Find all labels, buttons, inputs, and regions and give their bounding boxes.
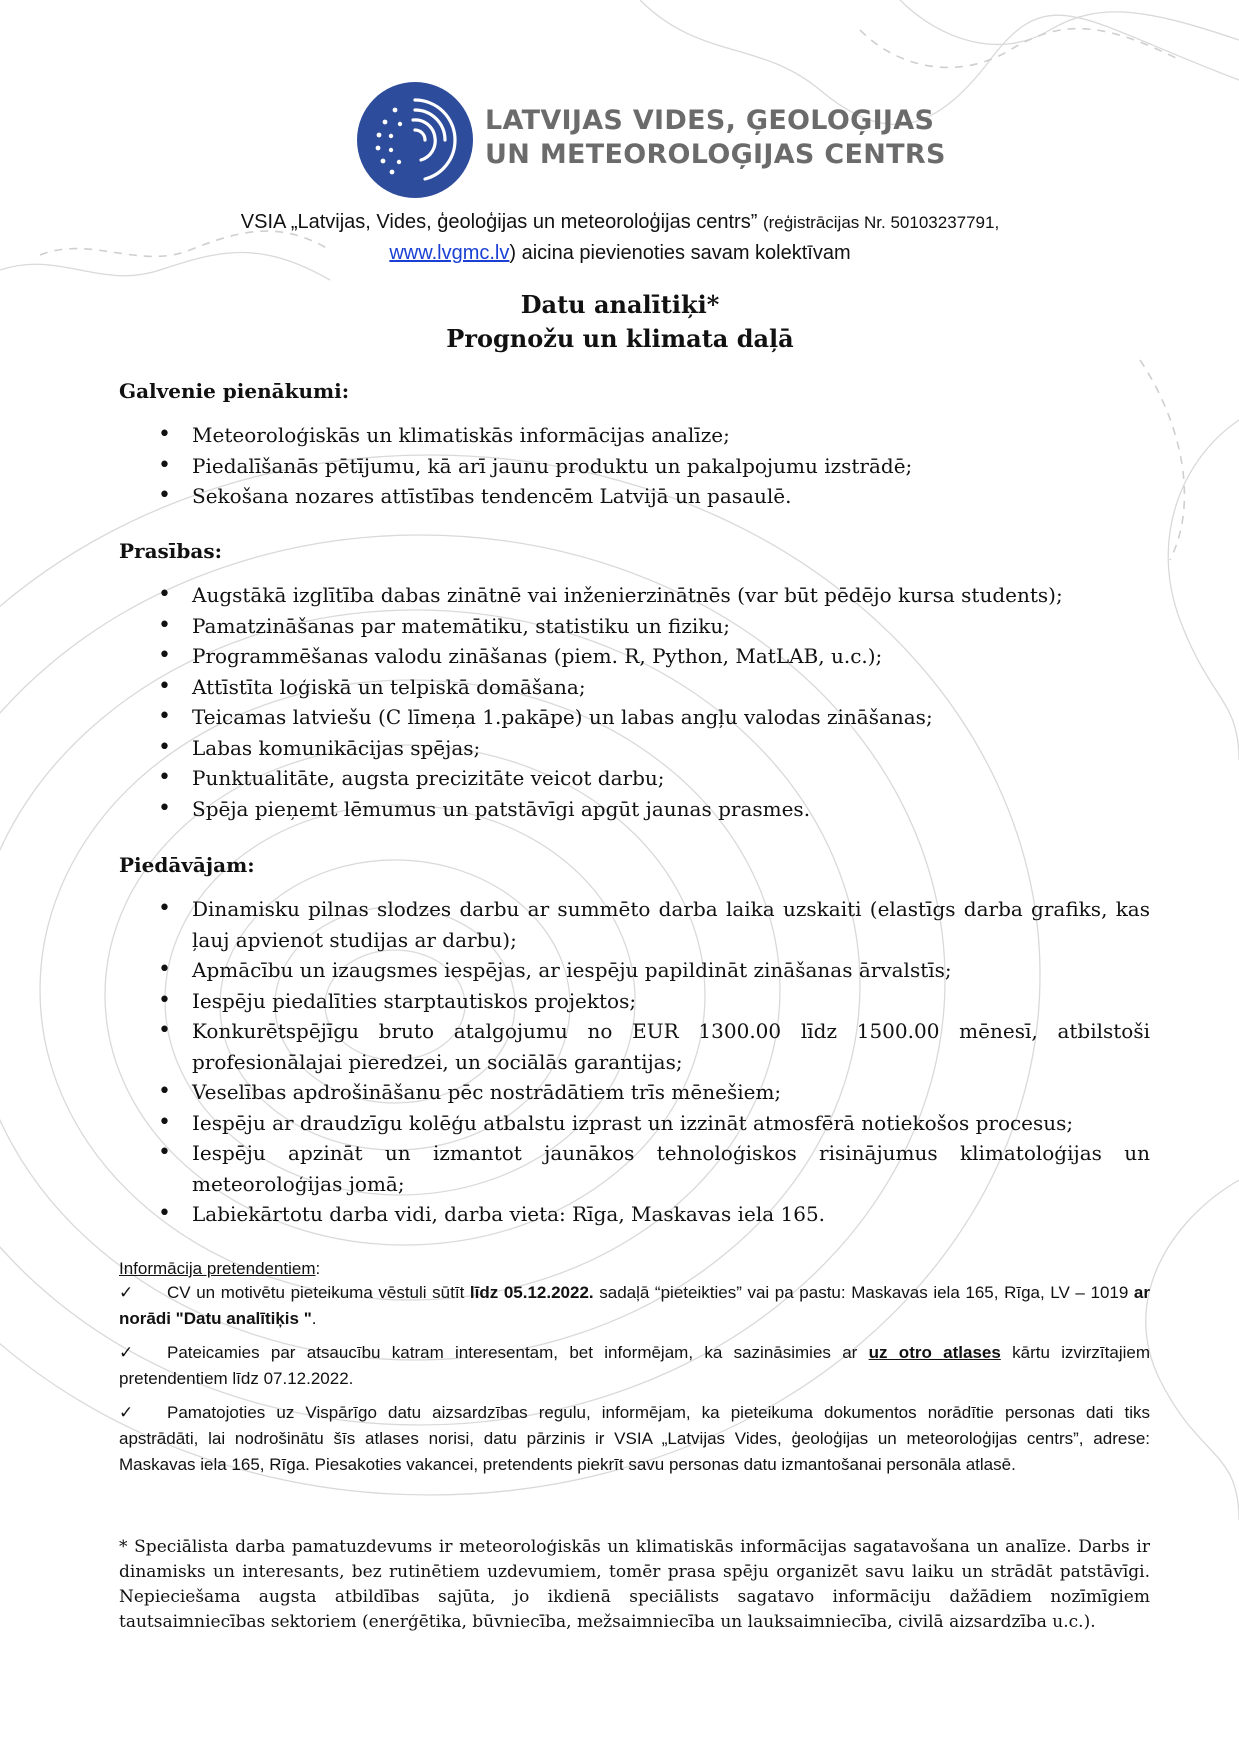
list-item: • Teicamas latviešu (C līmeņa 1.pakāpe) un labas angļu valodas zināšanas;: [0, 702, 1150, 733]
lvgmc-logo: [355, 80, 946, 200]
list-item: • Iespēju apzināt un izmantot jaunākos tehnoloģiskos risinājumus klimatoloģijas un meteoroloģijas jomā;: [0, 1138, 1150, 1199]
info-text: Pateicamies par atsaucību katram interesentam, bet informējam, ka sazināsimies ar: [167, 1343, 869, 1362]
footnote: * Speciālista darba pamatuzdevums ir meteoroloģiskās un klimatiskās informācijas sagatavošana un analīze. Darbs ir dinamisks un interesants, bez rutinētiem uzdevumiem, tomēr prasa spēju organizēt savu laiku un strādāt patstāvīgi. Nepieciešama augsta atbildības sajūta, jo ikdienā speciālists sagatavo informāciju dažādiem nozīmīgiem tautsaimniecības sektoriem (enerģētika, būvniecība, mežsaimniecība un lauksaimniecība, civilā aizsardzība u.c.).: [119, 1537, 1150, 1632]
website-link[interactable]: www.lvgmc.lv: [389, 242, 510, 264]
application-instructions: [119, 1280, 1150, 1332]
offer-list: [0, 894, 1150, 1230]
lvgmc-logo-wordmark: [485, 104, 946, 172]
checkmark-icon: ✓: [119, 1343, 134, 1363]
info-text: kārtu izvirzītajiem pretendentiem līdz 07.12.2022.: [119, 1343, 1150, 1388]
registration-number: (reģistrācijas Nr. 50103237791,: [762, 213, 1000, 232]
list-item: • Labiekārtotu darba vidi, darba vieta: Rīga, Maskavas iela 165.: [0, 1199, 1150, 1230]
logo-line-1: LATVIJAS VIDES, ĢEOLOĢIJAS: [485, 105, 935, 136]
checkmark-icon: ✓: [119, 1283, 134, 1303]
list-item: • Dinamisku pilnas slodzes darbu ar summēto darba laika uzskaiti (elastīgs darba grafiks, kas ļauj apvienot studijas ar darbu);: [0, 894, 1150, 955]
data-protection-notice: [119, 1400, 1150, 1478]
list-item: • Apmācību un izaugsmes iespējas, ar iespēju papildināt zināšanas ārvalstīs;: [0, 955, 1150, 986]
second-round-emphasis: uz otro atlases: [868, 1343, 1001, 1362]
list-item: • Augstākā izglītība dabas zinātnē vai inženierzinātnēs (var būt pēdējo kursa students);: [0, 580, 1150, 611]
intro-invitation: ) aicina pievienoties savam kolektīvam: [509, 242, 851, 264]
info-text: CV un motivētu pieteikuma vēstuli sūtīt: [167, 1283, 470, 1302]
checkmark-icon: ✓: [119, 1403, 134, 1423]
info-text: .: [311, 1309, 317, 1328]
list-item: • Spēja pieņemt lēmumus un patstāvīgi apgūt jaunas prasmes.: [0, 794, 1150, 825]
list-item: • Labas komunikācijas spējas;: [0, 733, 1150, 764]
list-item: • Meteoroloģiskās un klimatiskās informācijas analīze;: [0, 420, 1150, 451]
offer-heading: Piedāvājam:: [119, 853, 255, 877]
lvgmc-logo-icon: [355, 80, 475, 200]
organization-name: VSIA „Latvijas, Vides, ģeoloģijas un meteoroloģijas centrs”: [240, 211, 758, 233]
applicant-info-colon: :: [315, 1259, 321, 1278]
application-reference: ar norādi "Datu analītiķis ": [119, 1283, 1150, 1328]
list-item: • Veselības apdrošināšanu pēc nostrādātiem trīs mēnešiem;: [0, 1077, 1150, 1108]
info-text: Pamatojoties uz Vispārīgo datu aizsardzības regulu, informējam, ka pieteikuma dokumentos norādītie personas dati tiks apstrādāti, lai nodrošinātu šīs atlases norisi, datu pārzinis ir VSIA „Latvijas Vides, ģeoloģijas un meteoroloģijas centrs”, adrese: Maskavas iela 165, Rīga. Piesakoties vakancei, pretendents piekrīt savu personas datu izmantošanai personāla atlasē.: [119, 1403, 1150, 1474]
job-title-line-1: Datu analītiķi*: [520, 290, 720, 319]
list-item: • Iespēju piedalīties starptautiskos projektos;: [0, 986, 1150, 1017]
applicant-info-heading: [119, 1256, 1150, 1282]
second-round-notice: [119, 1340, 1150, 1392]
job-title: [120, 288, 1120, 356]
list-item: • Iespēju ar draudzīgu kolēģu atbalstu izprast un izzināt atmosfērā notiekošos procesus;: [0, 1108, 1150, 1139]
list-item: • Punktualitāte, augsta precizitāte veicot darbu;: [0, 763, 1150, 794]
logo-line-2: UN METEOROLOĢIJAS CENTRS: [485, 139, 946, 170]
list-item: • Programmēšanas valodu zināšanas (piem. R, Python, MatLAB, u.c.);: [0, 641, 1150, 672]
requirements-heading: Prasības:: [119, 539, 222, 563]
duties-heading: Galvenie pienākumi:: [119, 379, 350, 403]
duties-list: [0, 420, 1150, 512]
requirements-list: [0, 580, 1150, 824]
info-text: sadaļā “pieteikties” vai pa pastu: Maskavas iela 165, Rīga, LV – 1019: [593, 1283, 1134, 1302]
deadline-date: līdz 05.12.2022.: [469, 1283, 594, 1302]
applicant-info-title: Informācija pretendentiem: [119, 1259, 316, 1278]
job-title-line-2: Prognožu un klimata daļā: [446, 324, 794, 353]
list-item: • Piedalīšanās pētījumu, kā arī jaunu produktu un pakalpojumu izstrādē;: [0, 451, 1150, 482]
list-item: • Pamatzināšanas par matemātiku, statistiku un fiziku;: [0, 611, 1150, 642]
list-item: • Attīstīta loģiskā un telpiskā domāšana;: [0, 672, 1150, 703]
intro-paragraph: [120, 207, 1120, 268]
list-item: • Sekošana nozares attīstības tendencēm Latvijā un pasaulē.: [0, 481, 1150, 512]
list-item: • Konkurētspējīgu bruto atalgojumu no EUR 1300.00 līdz 1500.00 mēnesī, atbilstoši profesionālajai pieredzei, un sociālās garantijas;: [0, 1016, 1150, 1077]
